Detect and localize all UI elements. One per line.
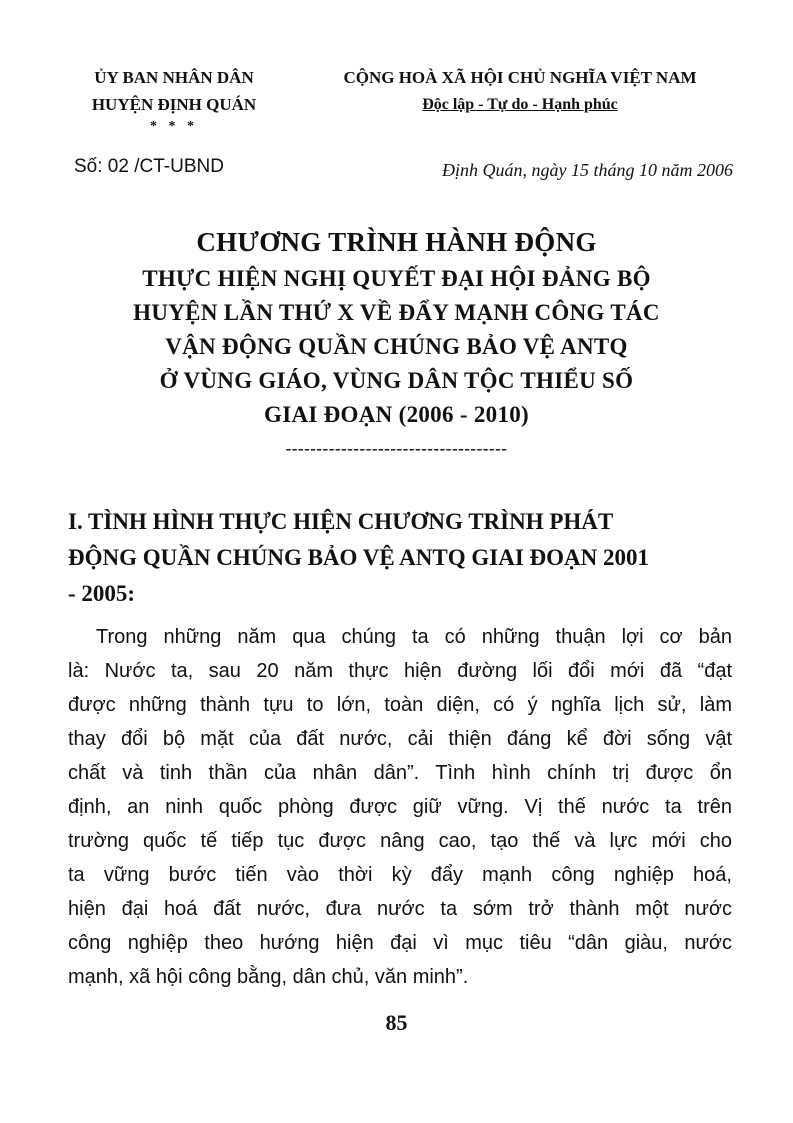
section-heading-line: - 2005: [68,581,136,606]
title-line: GIAI ĐOẠN (2006 - 2010) [264,402,529,427]
title-main: CHƯƠNG TRÌNH HÀNH ĐỘNG [196,227,597,257]
title-line: VẬN ĐỘNG QUẦN CHÚNG BẢO VỆ ANTQ [165,334,628,359]
document-title [40,222,753,460]
paragraph-line: mạnh, xã hội công bằng, dân chủ, văn minh”. [68,966,469,988]
paragraph-line: định, an ninh quốc phòng được giữ vững. Vị thế nước ta trên [68,796,732,818]
title-line: HUYỆN LẦN THỨ X VỀ ĐẨY MẠNH CÔNG TÁC [133,300,660,325]
authority-line-2: HUYỆN ĐỊNH QUÁN [91,95,257,114]
national-motto: Độc lập - Tự do - Hạnh phúc [422,96,618,113]
stars-separator: * * * [150,119,198,134]
section-heading-line: ĐỘNG QUẦN CHÚNG BẢO VỆ ANTQ GIAI ĐOẠN 2001 [68,545,650,570]
paragraph-line: là: Nước ta, sau 20 năm thực hiện đường lối đổi mới đã “đạt [68,660,732,682]
page-number: 85 [385,1010,408,1035]
title-line: Ở VÙNG GIÁO, VÙNG DÂN TỘC THIỂU SỐ [159,368,634,393]
body-paragraph [68,620,732,994]
paragraph-line: công nghiệp theo hướng hiện đại vì mục tiêu “dân giàu, nước [68,932,732,954]
document-number: Số: 02 /CT-UBND [74,156,224,177]
national-motto-block [300,64,740,118]
section-heading-line: I. TÌNH HÌNH THỰC HIỆN CHƯƠNG TRÌNH PHÁT [68,509,614,534]
title-divider: ------------------------------------ [285,439,508,458]
paragraph-line: thay đổi bộ mặt của đất nước, cải thiện đáng kể đời sống vật [68,728,732,750]
authority-line-1: ỦY BAN NHÂN DÂN [94,68,254,87]
section-heading [68,504,740,612]
document-dateline: Định Quán, ngày 15 tháng 10 năm 2006 [442,160,733,180]
issuing-authority [56,64,292,136]
paragraph-line: chất và tinh thần của nhân dân”. Tình hình chính trị được ổn [68,762,732,784]
paragraph-line: trường quốc tế tiếp tục được nâng cao, tạo thế và lực mới cho [68,830,732,852]
paragraph-line: Trong những năm qua chúng ta có những thuận lợi cơ bản [96,626,732,648]
country-name: CỘNG HOÀ XÃ HỘI CHỦ NGHĨA VIỆT NAM [343,68,697,87]
paragraph-line: được những thành tựu to lớn, toàn diện, có ý nghĩa lịch sử, làm [68,694,732,716]
title-line: THỰC HIỆN NGHỊ QUYẾT ĐẠI HỘI ĐẢNG BỘ [142,266,651,291]
paragraph-line: hiện đại hoá đất nước, đưa nước ta sớm trở thành một nước [68,898,732,920]
paragraph-line: ta vững bước tiến vào thời kỳ đẩy mạnh công nghiệp hoá, [68,864,732,886]
